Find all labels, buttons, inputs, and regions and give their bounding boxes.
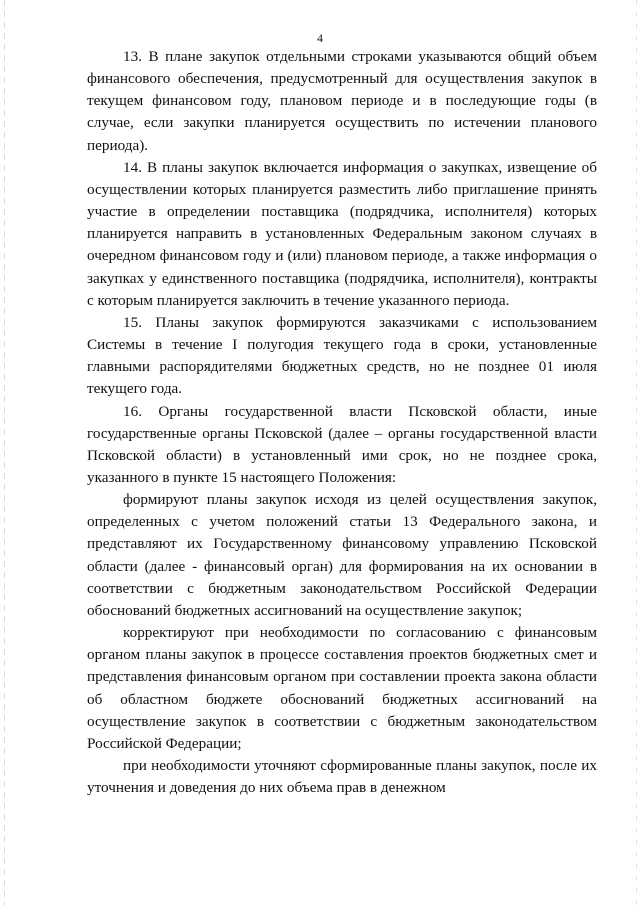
paragraph-16-item-refine: при необходимости уточняют сформированные планы закупок, после их уточнения и доведения до них объема прав в денежном	[87, 757, 597, 797]
paragraph-13: 13. В плане закупок отдельными строками указываются общий объем финансового обеспечения, предусмотренный для осуществления закупок в текущем финансовом году, плановом периоде и в последующие годы (в случае, если закупки планируется осуществить по истечении планового периода).	[87, 48, 597, 154]
page-number: 4	[317, 31, 323, 45]
document-body	[87, 46, 597, 799]
scan-edge-left	[4, 0, 5, 905]
paragraph-14: 14. В планы закупок включается информация о закупках, извещение об осуществлении которых планируется разместить либо приглашение принять участие в определении поставщика (подрядчика, исполнителя) которых планируется направить в установленных Федеральным законом случаях в очередном финансовом году и (или) плановом периоде, а также информация о закупках у единственного поставщика (подрядчика, исполнителя), контракты с которым планируется заключить в течение указанного периода.	[87, 158, 597, 309]
paragraph-16: 16. Органы государственной власти Псковской области, иные государственные органы Псковской (далее – органы государственной власти Псковской области) в установленный ими срок, но не позднее срока, указанного в пункте 15 настоящего Положения:	[87, 402, 597, 486]
paragraph-16-item-form: формируют планы закупок исходя из целей осуществления закупок, определенных с учетом положений статьи 13 Федерального закона, и представляют их Государственному финансовому управлению Псковской области (далее - финансовый орган) для формирования на их основании в соответствии с бюджетным законодательством Российской Федерации обоснований бюджетных ассигнований на осуществление закупок;	[87, 491, 597, 619]
scan-edge-right	[636, 0, 637, 905]
paragraph-16-item-correct: корректируют при необходимости по согласованию с финансовым органом планы закупок в процессе составления проектов бюджетных смет и представления финансовым органом при составлении проекта закона области об областном бюджете обоснований бюджетных ассигнований на осуществление закупок в соответствии с бюджетным законодательством Российской Федерации;	[87, 624, 597, 752]
paragraph-15: 15. Планы закупок формируются заказчиками с использованием Системы в течение I полугодия текущего года в сроки, установленные главными распорядителями бюджетных средств, но не позднее 01 июля текущего года.	[87, 313, 597, 398]
